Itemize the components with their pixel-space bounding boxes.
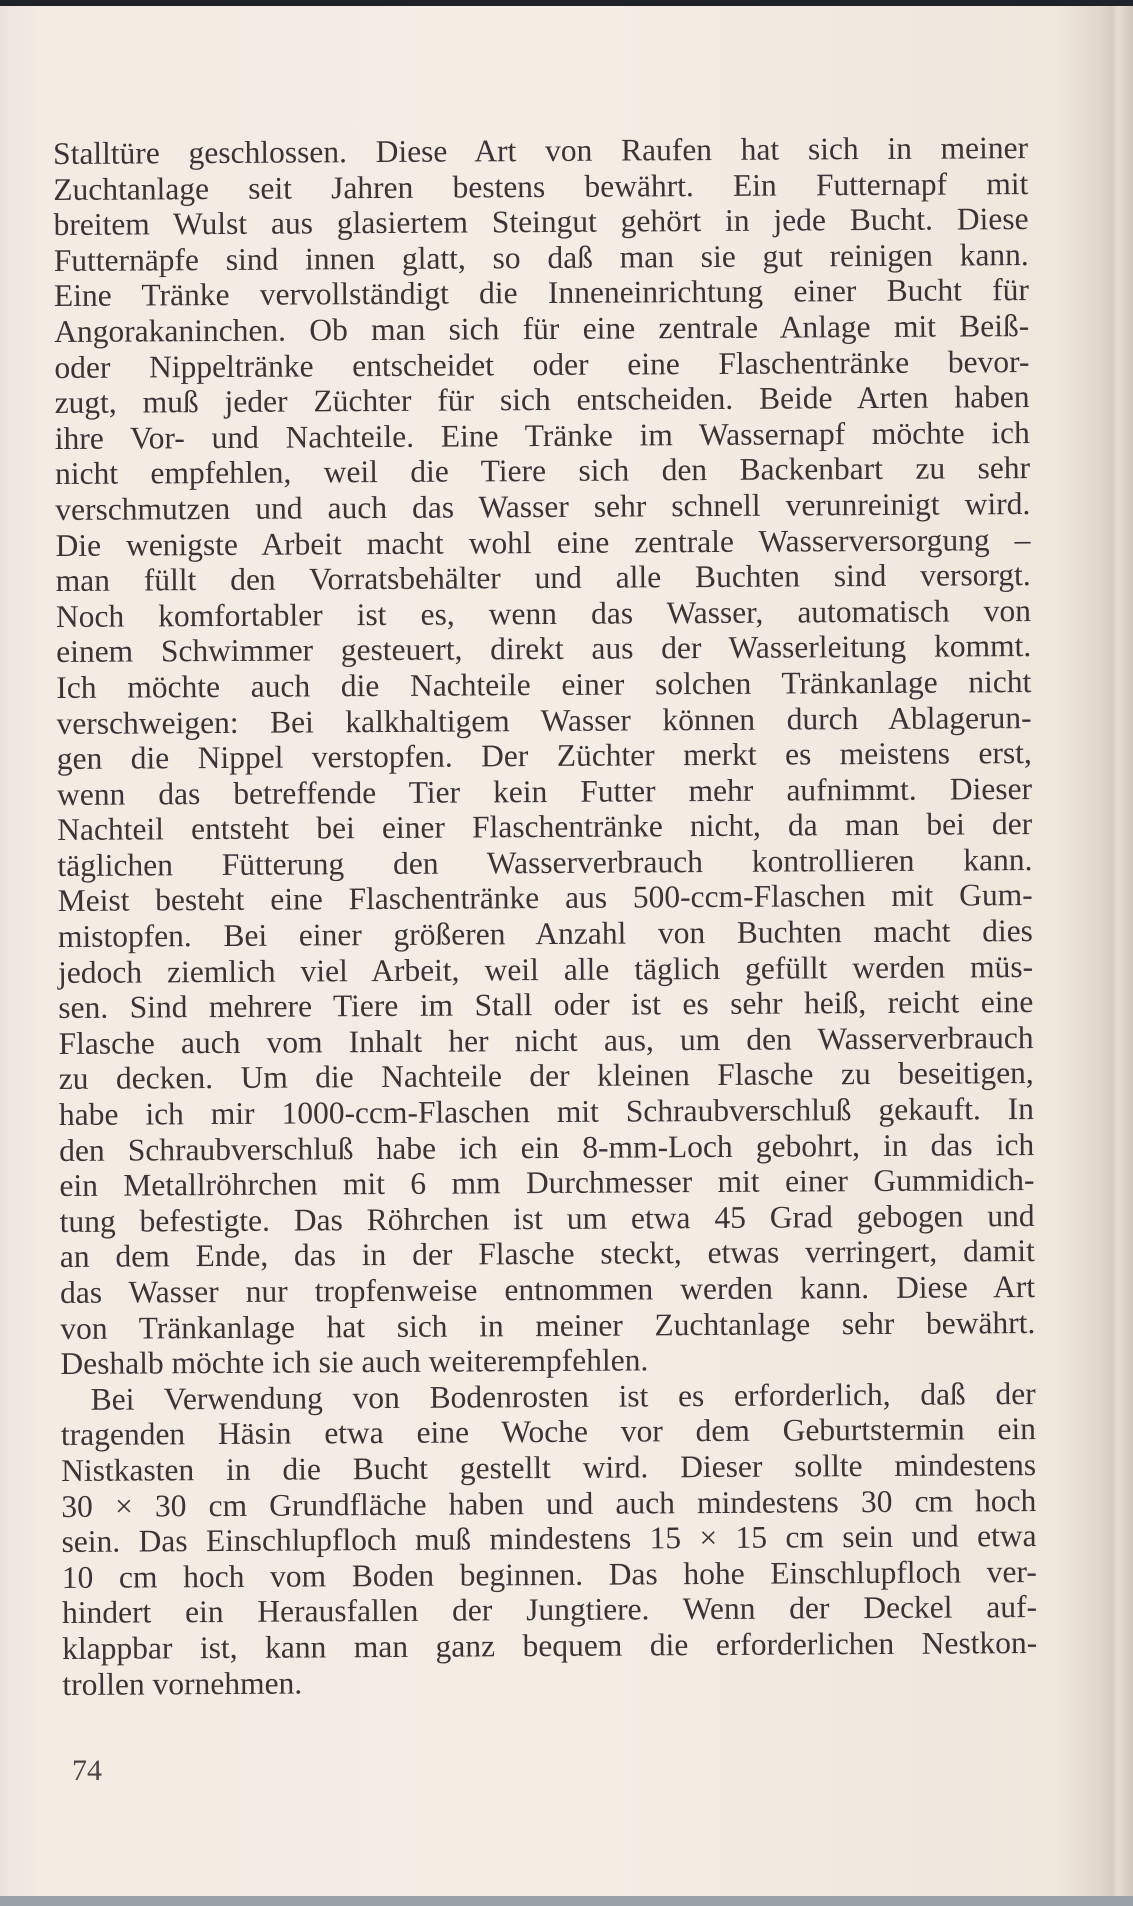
text-line: breitem Wulst aus glasiertem Steingut gehört in jede Bucht. Diese bbox=[53, 201, 1029, 243]
text-line: Futternäpfe sind innen glatt, so daß man sie gut reinigen kann. bbox=[53, 236, 1029, 278]
text-line: Eine Tränke vervollständigt die Inneneinrichtung einer Bucht für bbox=[53, 272, 1030, 314]
paragraph bbox=[53, 130, 1036, 1382]
text-line: verschmutzen und auch das Wasser sehr schnell verunreinigt wird. bbox=[55, 485, 1031, 527]
text-line: man füllt den Vorratsbehälter und alle Buchten sind versorgt. bbox=[55, 557, 1031, 599]
text-line: mistopfen. Bei einer größeren Anzahl von Buchten macht dies bbox=[57, 913, 1033, 955]
text-line: Meist besteht eine Flaschentränke aus 500-ccm-Flaschen mit Gum- bbox=[57, 877, 1033, 919]
paragraph bbox=[61, 1376, 1038, 1702]
text-line: Ich möchte auch die Nachteile einer solchen Tränkanlage nicht bbox=[56, 663, 1032, 705]
body-text bbox=[53, 130, 1038, 1702]
text-line: Flasche auch vom Inhalt her nicht aus, um den Wasserverbrauch bbox=[58, 1019, 1034, 1061]
text-line: Nachteil entsteht bei einer Flaschentränke nicht, da man bei der bbox=[57, 806, 1033, 848]
page-number: 74 bbox=[72, 1754, 102, 1787]
text-line: von Tränkanlage hat sich in meiner Zuchtanlage sehr bewährt. bbox=[60, 1304, 1036, 1346]
text-line: hindert ein Herausfallen der Jungtiere. Wenn der Deckel auf- bbox=[61, 1589, 1038, 1631]
text-line: trollen vornehmen. bbox=[62, 1665, 303, 1702]
text-line: den Schraubverschluß habe ich ein 8-mm-Loch gebohrt, in das ich bbox=[59, 1126, 1035, 1168]
text-line: 30 × 30 cm Grundfläche haben und auch mindestens 30 cm hoch bbox=[61, 1482, 1037, 1524]
text-line: Stalltüre geschlossen. Diese Art von Raufen hat sich in meiner bbox=[53, 130, 1029, 171]
text-line: gen die Nippel verstopfen. Der Züchter merkt es meistens erst, bbox=[56, 735, 1032, 777]
scan-bottom-edge bbox=[0, 1896, 1133, 1906]
text-line: Nistkasten in die Bucht gestellt wird. Dieser sollte mindestens bbox=[61, 1446, 1037, 1488]
text-line: einem Schwimmer gesteuert, direkt aus der Wasserleitung kommt. bbox=[56, 628, 1032, 670]
text-line: tragenden Häsin etwa eine Woche vor dem Geburtstermin ein bbox=[60, 1411, 1037, 1453]
text-line: das Wasser nur tropfenweise entnommen werden kann. Diese Art bbox=[59, 1269, 1036, 1310]
text-line: oder Nippeltränke entscheidet oder eine Flaschentränke bevor- bbox=[54, 343, 1030, 385]
text-line: Noch komfortabler ist es, wenn das Wasser, automatisch von bbox=[55, 592, 1032, 634]
text-line: Zuchtanlage seit Jahren bestens bewährt. Ein Futternapf mit bbox=[53, 165, 1029, 207]
text-line: Angorakaninchen. Ob man sich für eine zentrale Anlage mit Beiß- bbox=[54, 308, 1030, 349]
book-page bbox=[0, 6, 1133, 1898]
text-line: klappbar ist, kann man ganz bequem die erforderlichen Nestkon- bbox=[62, 1624, 1038, 1666]
text-line: nicht empfehlen, weil die Tiere sich den Backenbart zu sehr bbox=[54, 450, 1031, 492]
text-line: täglichen Fütterung den Wasserverbrauch kontrollieren kann. bbox=[57, 841, 1033, 883]
text-line: tung befestigte. Das Röhrchen ist um etwa 45 Grad gebogen und bbox=[59, 1197, 1035, 1239]
text-line: ihre Vor- und Nachteile. Eine Tränke im Wassernapf möchte ich bbox=[54, 414, 1030, 456]
text-line: ein Metallröhrchen mit 6 mm Durchmesser mit einer Gummidich- bbox=[59, 1162, 1035, 1204]
text-line: Deshalb möchte ich sie auch weiterempfehlen. bbox=[60, 1342, 649, 1382]
text-line: zu decken. Um die Nachteile der kleinen Flasche zu beseitigen, bbox=[58, 1055, 1034, 1097]
text-line: an dem Ende, das in der Flasche steckt, etwas verringert, damit bbox=[59, 1233, 1035, 1275]
text-line: jedoch ziemlich viel Arbeit, weil alle täglich gefüllt werden müs- bbox=[58, 948, 1034, 990]
text-line: wenn das betreffende Tier kein Futter mehr aufnimmt. Dieser bbox=[56, 770, 1033, 812]
text-line: Bei Verwendung von Bodenrosten ist es erforderlich, daß der bbox=[90, 1375, 1036, 1417]
text-line: Die wenigste Arbeit macht wohl eine zentrale Wasserversorgung – bbox=[55, 521, 1031, 563]
text-line: zugt, muß jeder Züchter für sich entscheiden. Beide Arten haben bbox=[54, 379, 1030, 421]
text-line: 10 cm hoch vom Boden beginnen. Das hohe Einschlupfloch ver- bbox=[61, 1553, 1037, 1595]
text-line: verschweigen: Bei kalkhaltigem Wasser können durch Ablagerun- bbox=[56, 699, 1032, 741]
text-line: sen. Sind mehrere Tiere im Stall oder ist es sehr heiß, reicht eine bbox=[58, 984, 1034, 1026]
text-line: habe ich mir 1000-ccm-Flaschen mit Schraubverschluß gekauft. In bbox=[58, 1091, 1035, 1133]
text-line: sein. Das Einschlupfloch muß mindestens 15 × 15 cm sein und etwa bbox=[61, 1518, 1037, 1560]
